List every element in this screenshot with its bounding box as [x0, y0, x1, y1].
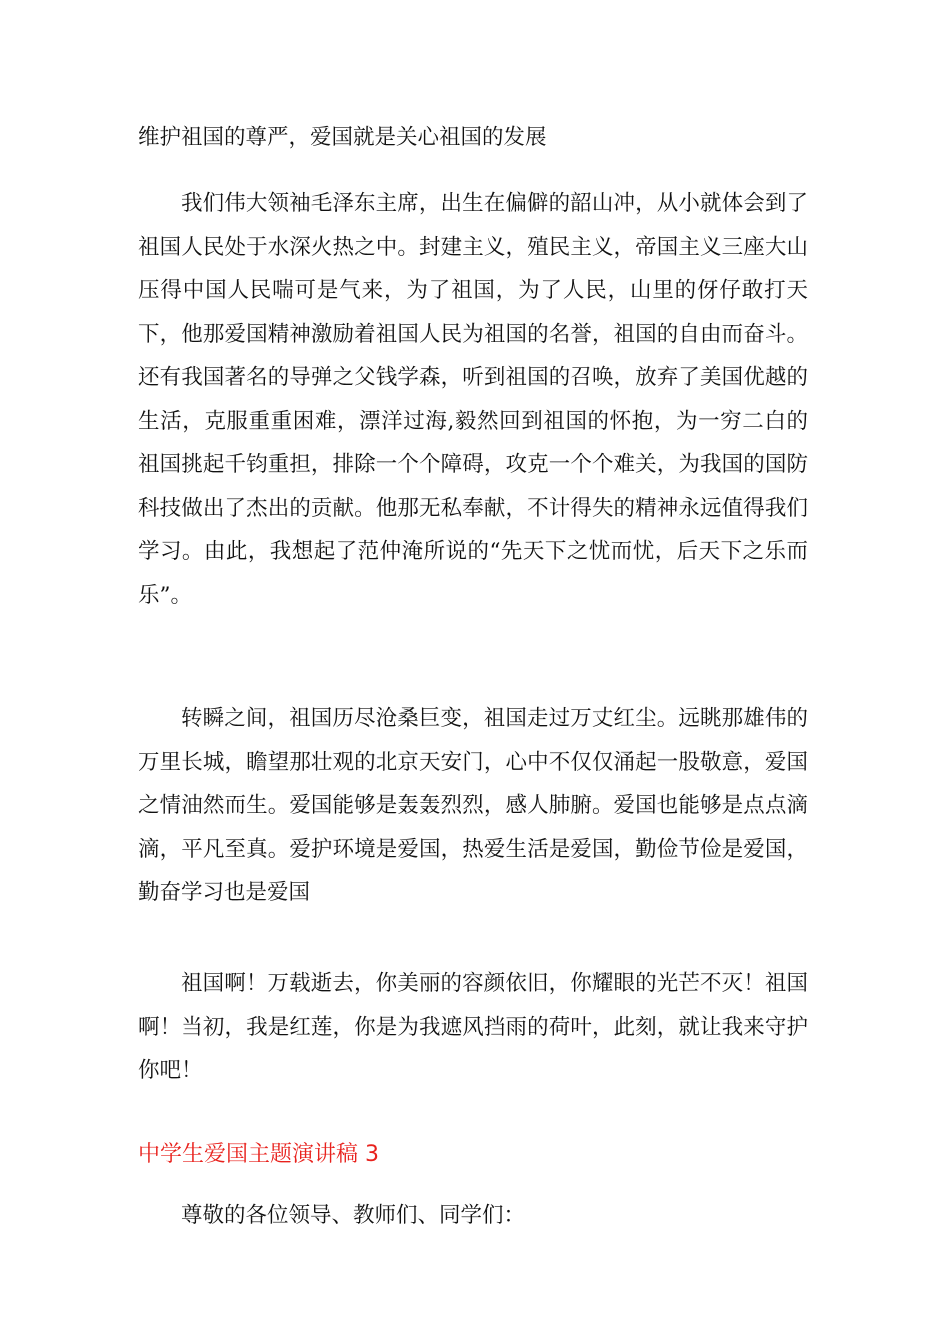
paragraph-1: 维护祖国的尊严，爱国就是关心祖国的发展 — [138, 125, 547, 150]
paragraph-2: 我们伟大领袖毛泽东主席，出生在偏僻的韶山冲，从小就体会到了祖国人民处于水深火热之中。封建主义，殖民主义，帝国主义三座大山压得中国人民喘可是气来，为了祖国，为了人民，山里的伢仔敢打天下，他那爱国精神激励着祖国人民为祖国的名誉，祖国的自由而奋斗。还有我国著名的导弹之父钱学森，听到祖国的召唤，放弃了美国优越的生活，克服重重困难，漂洋过海,毅然回到祖国的怀抱，为一穷二白的祖国挑起千钧重担，排除一个个障碍，攻克一个个难关，为我国的国防科技做出了杰出的贡献。他那无私奉献，不计得失的精神永远值得我们学习。由此，我想起了范仲淹所说的“先天下之忧而忧，后天下之乐而乐”。 — [138, 191, 808, 608]
paragraph-3: 转瞬之间，祖国历尽沧桑巨变，祖国走过万丈红尘。远眺那雄伟的万里长城，瞻望那壮观的北京天安门，心中不仅仅涌起一股敬意，爱国之情油然而生。爱国能够是轰轰烈烈，感人肺腑。爱国也能够是点点滴滴，平凡至真。爱护环境是爱国，热爱生活是爱国，勤俭节俭是爱国，勤奋学习也是爱国 — [138, 706, 808, 905]
section-heading: 中学生爱国主题演讲稿 3 — [138, 1142, 379, 1167]
greeting-paragraph: 尊敬的各位领导、教师们、同学们： — [181, 1203, 526, 1228]
paragraph-4: 祖国啊！万载逝去，你美丽的容颜依旧，你耀眼的光芒不灭！祖国啊！当初，我是红莲，你是为我遮风挡雨的荷叶，此刻，就让我来守护你吧！ — [138, 971, 808, 1083]
